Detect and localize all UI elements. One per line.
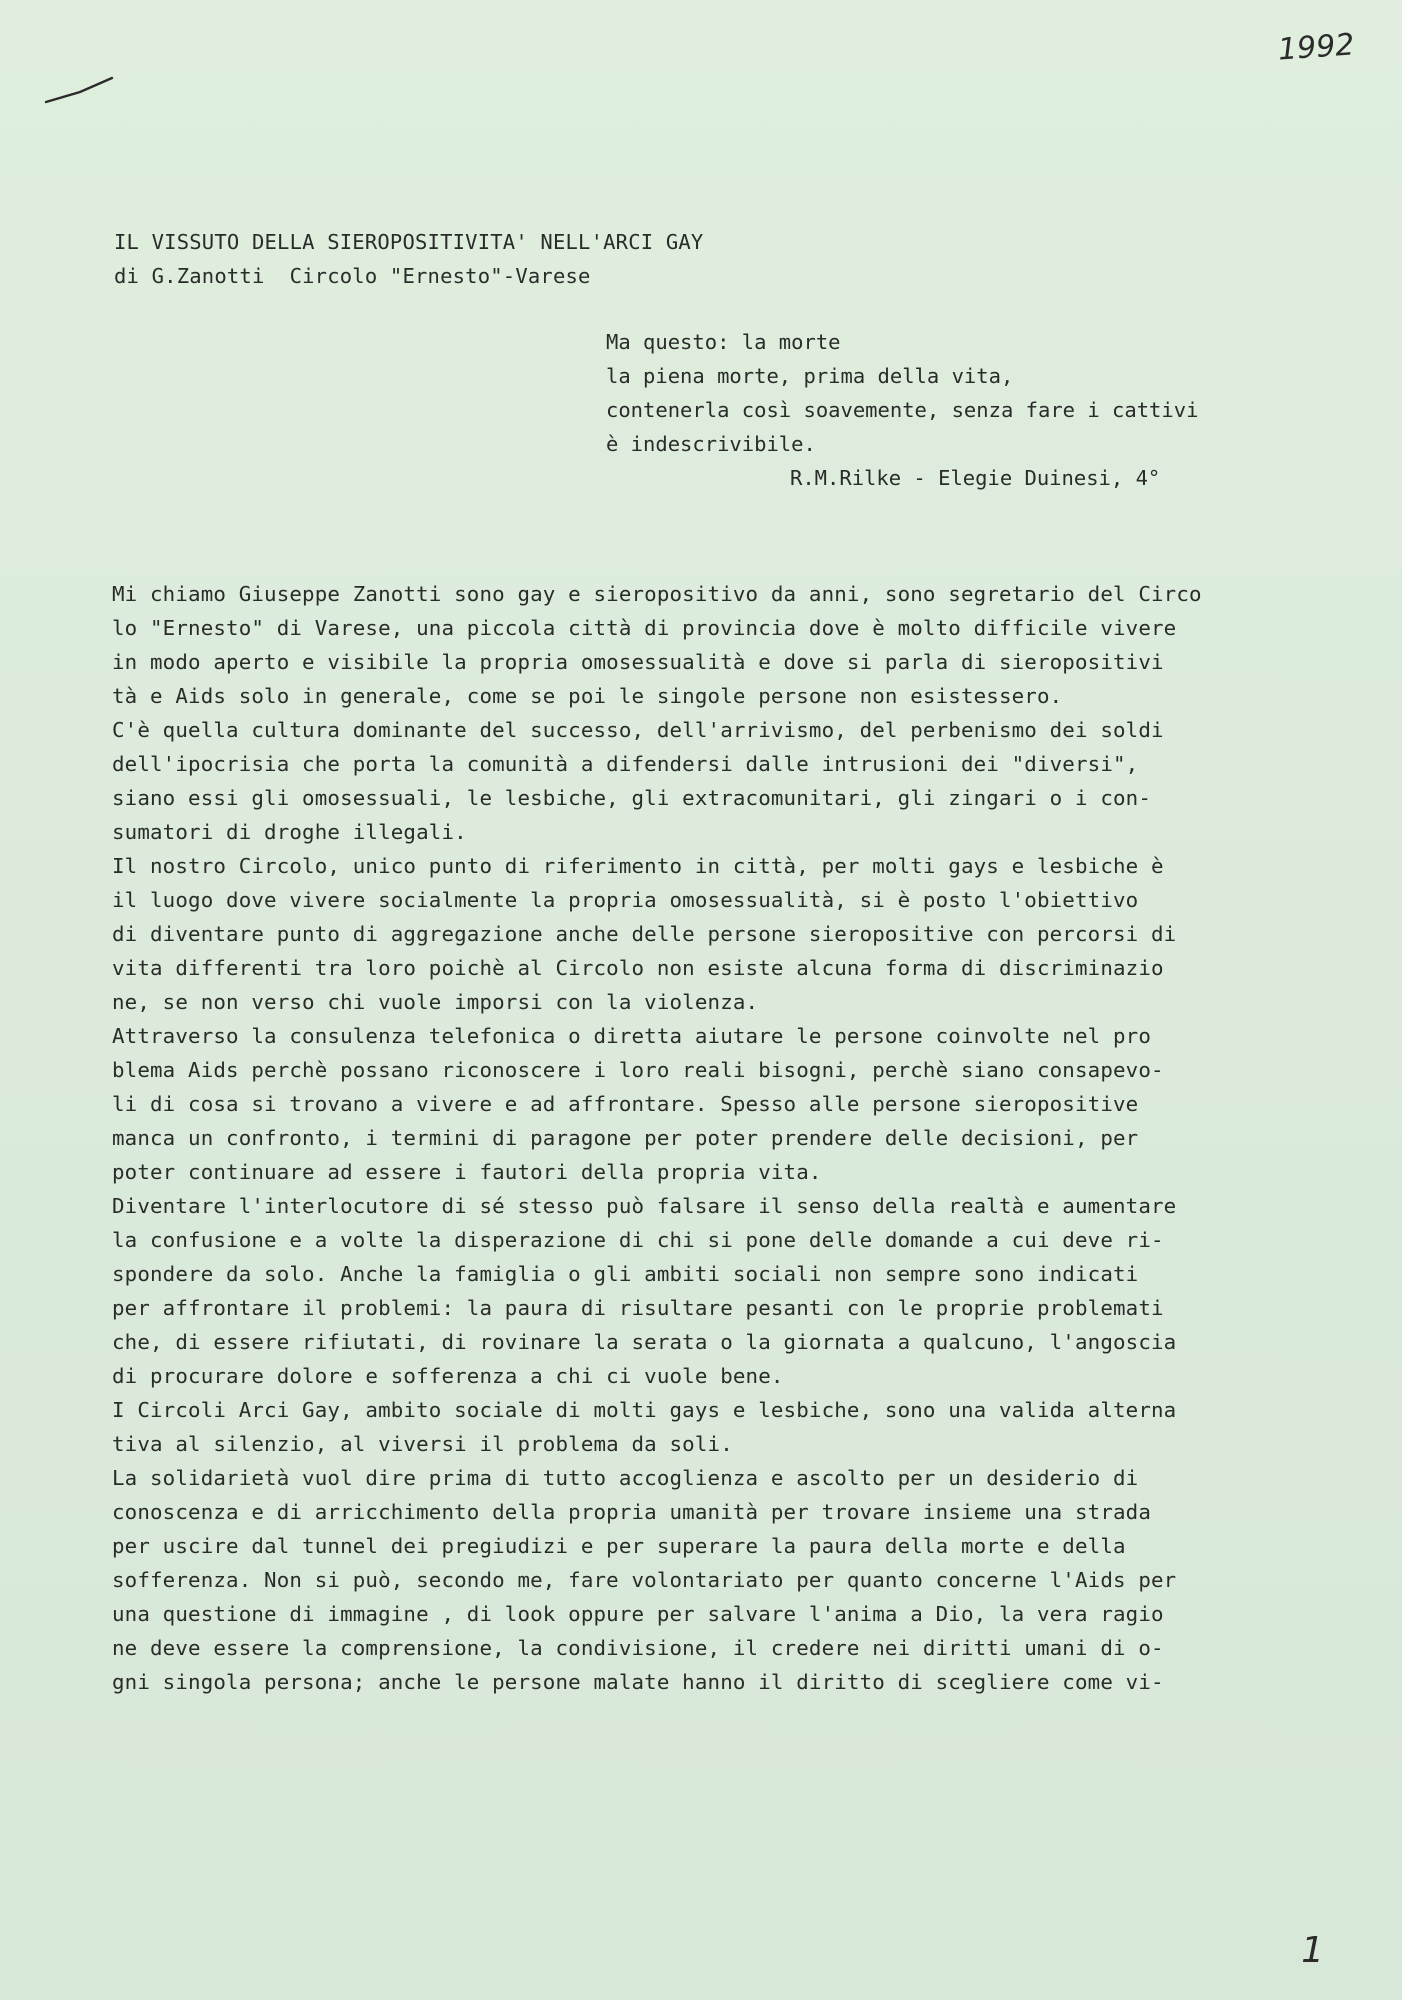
body-line: gni singola persona; anche le persone malate hanno il diritto di scegliere come vi-	[112, 1670, 1164, 1694]
body-line: vita differenti tra loro poichè al Circolo non esiste alcuna forma di discriminazio	[112, 956, 1164, 980]
body-line: siano essi gli omosessuali, le lesbiche, gli extracomunitari, gli zingari o i con-	[112, 786, 1152, 810]
body-line: per uscire dal tunnel dei pregiudizi e per superare la paura della morte e della	[112, 1534, 1126, 1558]
body-line: Attraverso la consulenza telefonica o diretta aiutare le persone coinvolte nel pro	[112, 1024, 1152, 1048]
body-line: spondere da solo. Anche la famiglia o gli ambiti sociali non sempre sono indicati	[112, 1262, 1139, 1286]
body-line: la confusione e a volte la disperazione di chi si pone delle domande a cui deve ri-	[112, 1228, 1164, 1252]
body-line: li di cosa si trovano a vivere e ad affrontare. Spesso alle persone sieropositive	[112, 1092, 1139, 1116]
body-line: di procurare dolore e sofferenza a chi ci vuole bene.	[112, 1364, 784, 1388]
body-line: blema Aids perchè possano riconoscere i loro reali bisogni, perchè siano consapevo-	[112, 1058, 1164, 1082]
body-line: ne deve essere la comprensione, la condivisione, il credere nei diritti umani di o-	[112, 1636, 1164, 1660]
body-line: per affrontare il problemi: la paura di risultare pesanti con le proprie problemati	[112, 1296, 1164, 1320]
body-line: sofferenza. Non si può, secondo me, fare volontariato per quanto concerne l'Aids per	[112, 1568, 1177, 1592]
body-line: tà e Aids solo in generale, come se poi le singole persone non esistessero.	[112, 684, 1063, 708]
body-line: ne, se non verso chi vuole imporsi con la violenza.	[112, 990, 759, 1014]
epigraph-line: Ma questo: la morte	[606, 330, 841, 354]
body-line: manca un confronto, i termini di paragone per poter prendere delle decisioni, per	[112, 1126, 1139, 1150]
body-line: tiva al silenzio, al viversi il problema da soli.	[112, 1432, 733, 1456]
handwritten-page-number: 1	[1301, 1930, 1324, 1971]
epigraph-attribution: R.M.Rilke - Elegie Duinesi, 4°	[790, 466, 1161, 490]
body-line: C'è quella cultura dominante del successo, dell'arrivismo, del perbenismo dei soldi	[112, 718, 1164, 742]
body-line: Diventare l'interlocutore di sé stesso può falsare il senso della realtà e aumentare	[112, 1194, 1177, 1218]
body-line: Il nostro Circolo, unico punto di riferimento in città, per molti gays e lesbiche è	[112, 854, 1164, 878]
body-line: dell'ipocrisia che porta la comunità a difendersi dalle intrusioni dei "diversi",	[112, 752, 1139, 776]
document-title: IL VISSUTO DELLA SIEROPOSITIVITA' NELL'ARCI GAY	[114, 230, 704, 254]
body-line: in modo aperto e visibile la propria omosessualità e dove si parla di sieropositivi	[112, 650, 1164, 674]
document-byline: di G.Zanotti Circolo "Ernesto"-Varese	[114, 264, 591, 288]
body-line: Mi chiamo Giuseppe Zanotti sono gay e sieropositivo da anni, sono segretario del Circo	[112, 582, 1202, 606]
pen-stroke-mark	[42, 70, 114, 110]
epigraph-line: la piena morte, prima della vita,	[606, 364, 1014, 388]
epigraph-line: è indescrivibile.	[606, 432, 816, 456]
body-line: sumatori di droghe illegali.	[112, 820, 467, 844]
body-line: La solidarietà vuol dire prima di tutto accoglienza e ascolto per un desiderio di	[112, 1466, 1139, 1490]
body-line: il luogo dove vivere socialmente la propria omosessualità, si è posto l'obiettivo	[112, 888, 1139, 912]
handwritten-year-note: 1992	[1276, 27, 1356, 68]
body-line: conoscenza e di arricchimento della propria umanità per trovare insieme una strada	[112, 1500, 1152, 1524]
epigraph-line: contenerla così soavemente, senza fare i cattivi	[606, 398, 1199, 422]
body-line: poter continuare ad essere i fautori della propria vita.	[112, 1160, 822, 1184]
body-line: di diventare punto di aggregazione anche delle persone sieropositive con percorsi di	[112, 922, 1177, 946]
body-line: lo "Ernesto" di Varese, una piccola città di provincia dove è molto difficile vivere	[112, 616, 1177, 640]
body-line: I Circoli Arci Gay, ambito sociale di molti gays e lesbiche, sono una valida alterna	[112, 1398, 1177, 1422]
body-line: che, di essere rifiutati, di rovinare la serata o la giornata a qualcuno, l'angoscia	[112, 1330, 1177, 1354]
body-line: una questione di immagine , di look oppure per salvare l'anima a Dio, la vera ragio	[112, 1602, 1164, 1626]
